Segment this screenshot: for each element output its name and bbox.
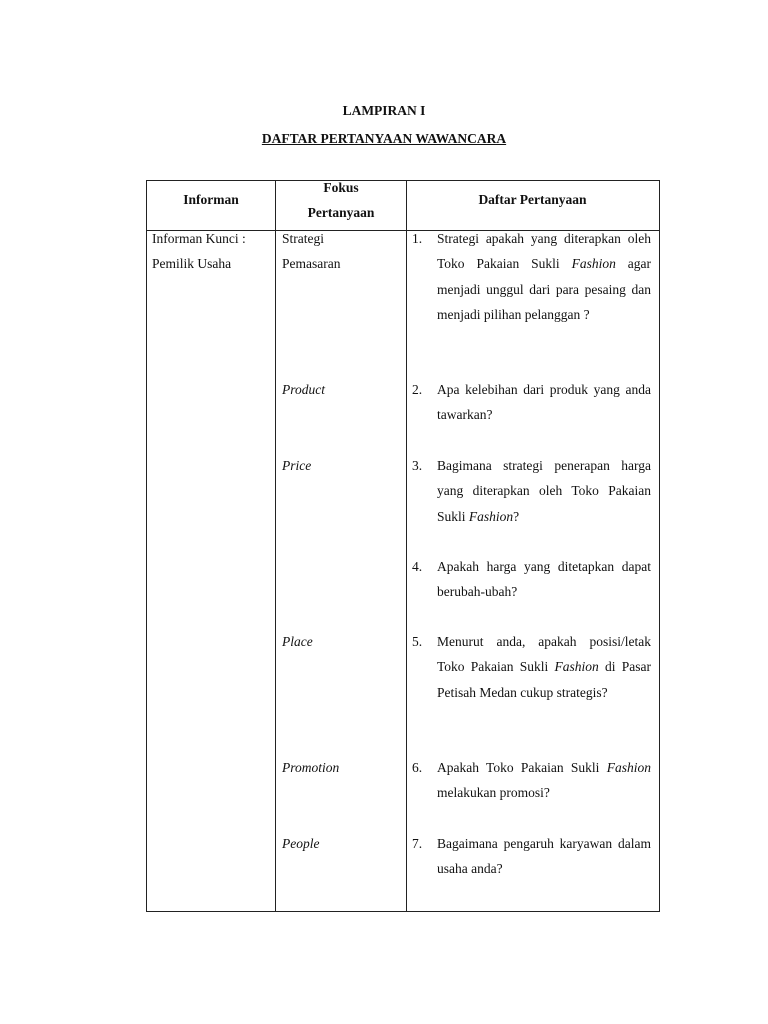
informan-name: Pemilik Usaha — [152, 256, 232, 271]
column-divider — [275, 181, 276, 911]
question-5 — [437, 629, 651, 705]
question-2 — [437, 377, 651, 428]
header-informan: Informan — [183, 192, 239, 207]
fokus-pemasaran: Pemasaran — [282, 256, 341, 271]
question-number: 6. — [412, 760, 423, 775]
question-emphasis: Fashion — [554, 659, 599, 675]
question-emphasis: Fashion — [606, 760, 651, 775]
fokus-price: Price — [282, 458, 312, 473]
appendix-heading: LAMPIRAN I — [342, 103, 426, 118]
question-number: 2. — [412, 382, 423, 397]
question-3 — [437, 453, 651, 529]
fokus-promotion: Promotion — [282, 760, 340, 775]
question-text: Menurut anda, apakah posisi/letak Toko Pakaian Sukli — [437, 634, 651, 675]
title-wrap — [0, 131, 768, 147]
column-divider — [406, 181, 407, 911]
question-text: Apakah harga yang ditetapkan dapat berubah-ubah? — [437, 559, 651, 600]
question-emphasis: Fashion — [468, 508, 514, 524]
question-text: ? — [513, 508, 520, 524]
question-number: 1. — [412, 231, 423, 246]
header-fokus-line2: Pertanyaan — [307, 205, 375, 220]
question-text: melakukan promosi? — [437, 785, 550, 801]
question-text: Strategi apakah yang diterapkan oleh Toko Pakaian Sukli — [437, 231, 651, 272]
fokus-place: Place — [282, 634, 313, 649]
fokus-strategi: Strategi — [282, 231, 324, 246]
question-text: Bagaimana pengaruh karyawan dalam usaha anda? — [437, 836, 651, 877]
question-number: 7. — [412, 836, 423, 851]
fokus-product: Product — [282, 382, 325, 397]
question-text: Apa kelebihan dari produk yang anda tawarkan? — [437, 382, 651, 423]
header-daftar-pertanyaan: Daftar Pertanyaan — [478, 192, 587, 207]
question-emphasis: Fashion — [571, 256, 616, 272]
informan-role: Informan Kunci : — [152, 231, 246, 246]
question-text: di Pasar Petisah Medan cukup strategis? — [437, 659, 651, 700]
question-text: agar menjadi unggul dari para pesaing dan menjadi pilihan pelanggan ? — [437, 256, 651, 322]
question-7 — [437, 831, 651, 882]
question-number: 3. — [412, 458, 423, 473]
question-4 — [437, 554, 651, 605]
fokus-people: People — [282, 836, 320, 851]
question-1 — [437, 226, 651, 327]
document-title: DAFTAR PERTANYAAN WAWANCARA — [261, 131, 507, 146]
question-6 — [437, 755, 651, 806]
question-number: 4. — [412, 559, 423, 574]
question-text: Apakah Toko Pakaian Sukli — [437, 760, 607, 775]
question-text: Bagimana strategi penerapan harga yang diterapkan oleh Toko Pakaian Sukli — [437, 458, 651, 524]
question-number: 5. — [412, 634, 423, 649]
header-fokus-line1: Fokus — [323, 180, 359, 195]
